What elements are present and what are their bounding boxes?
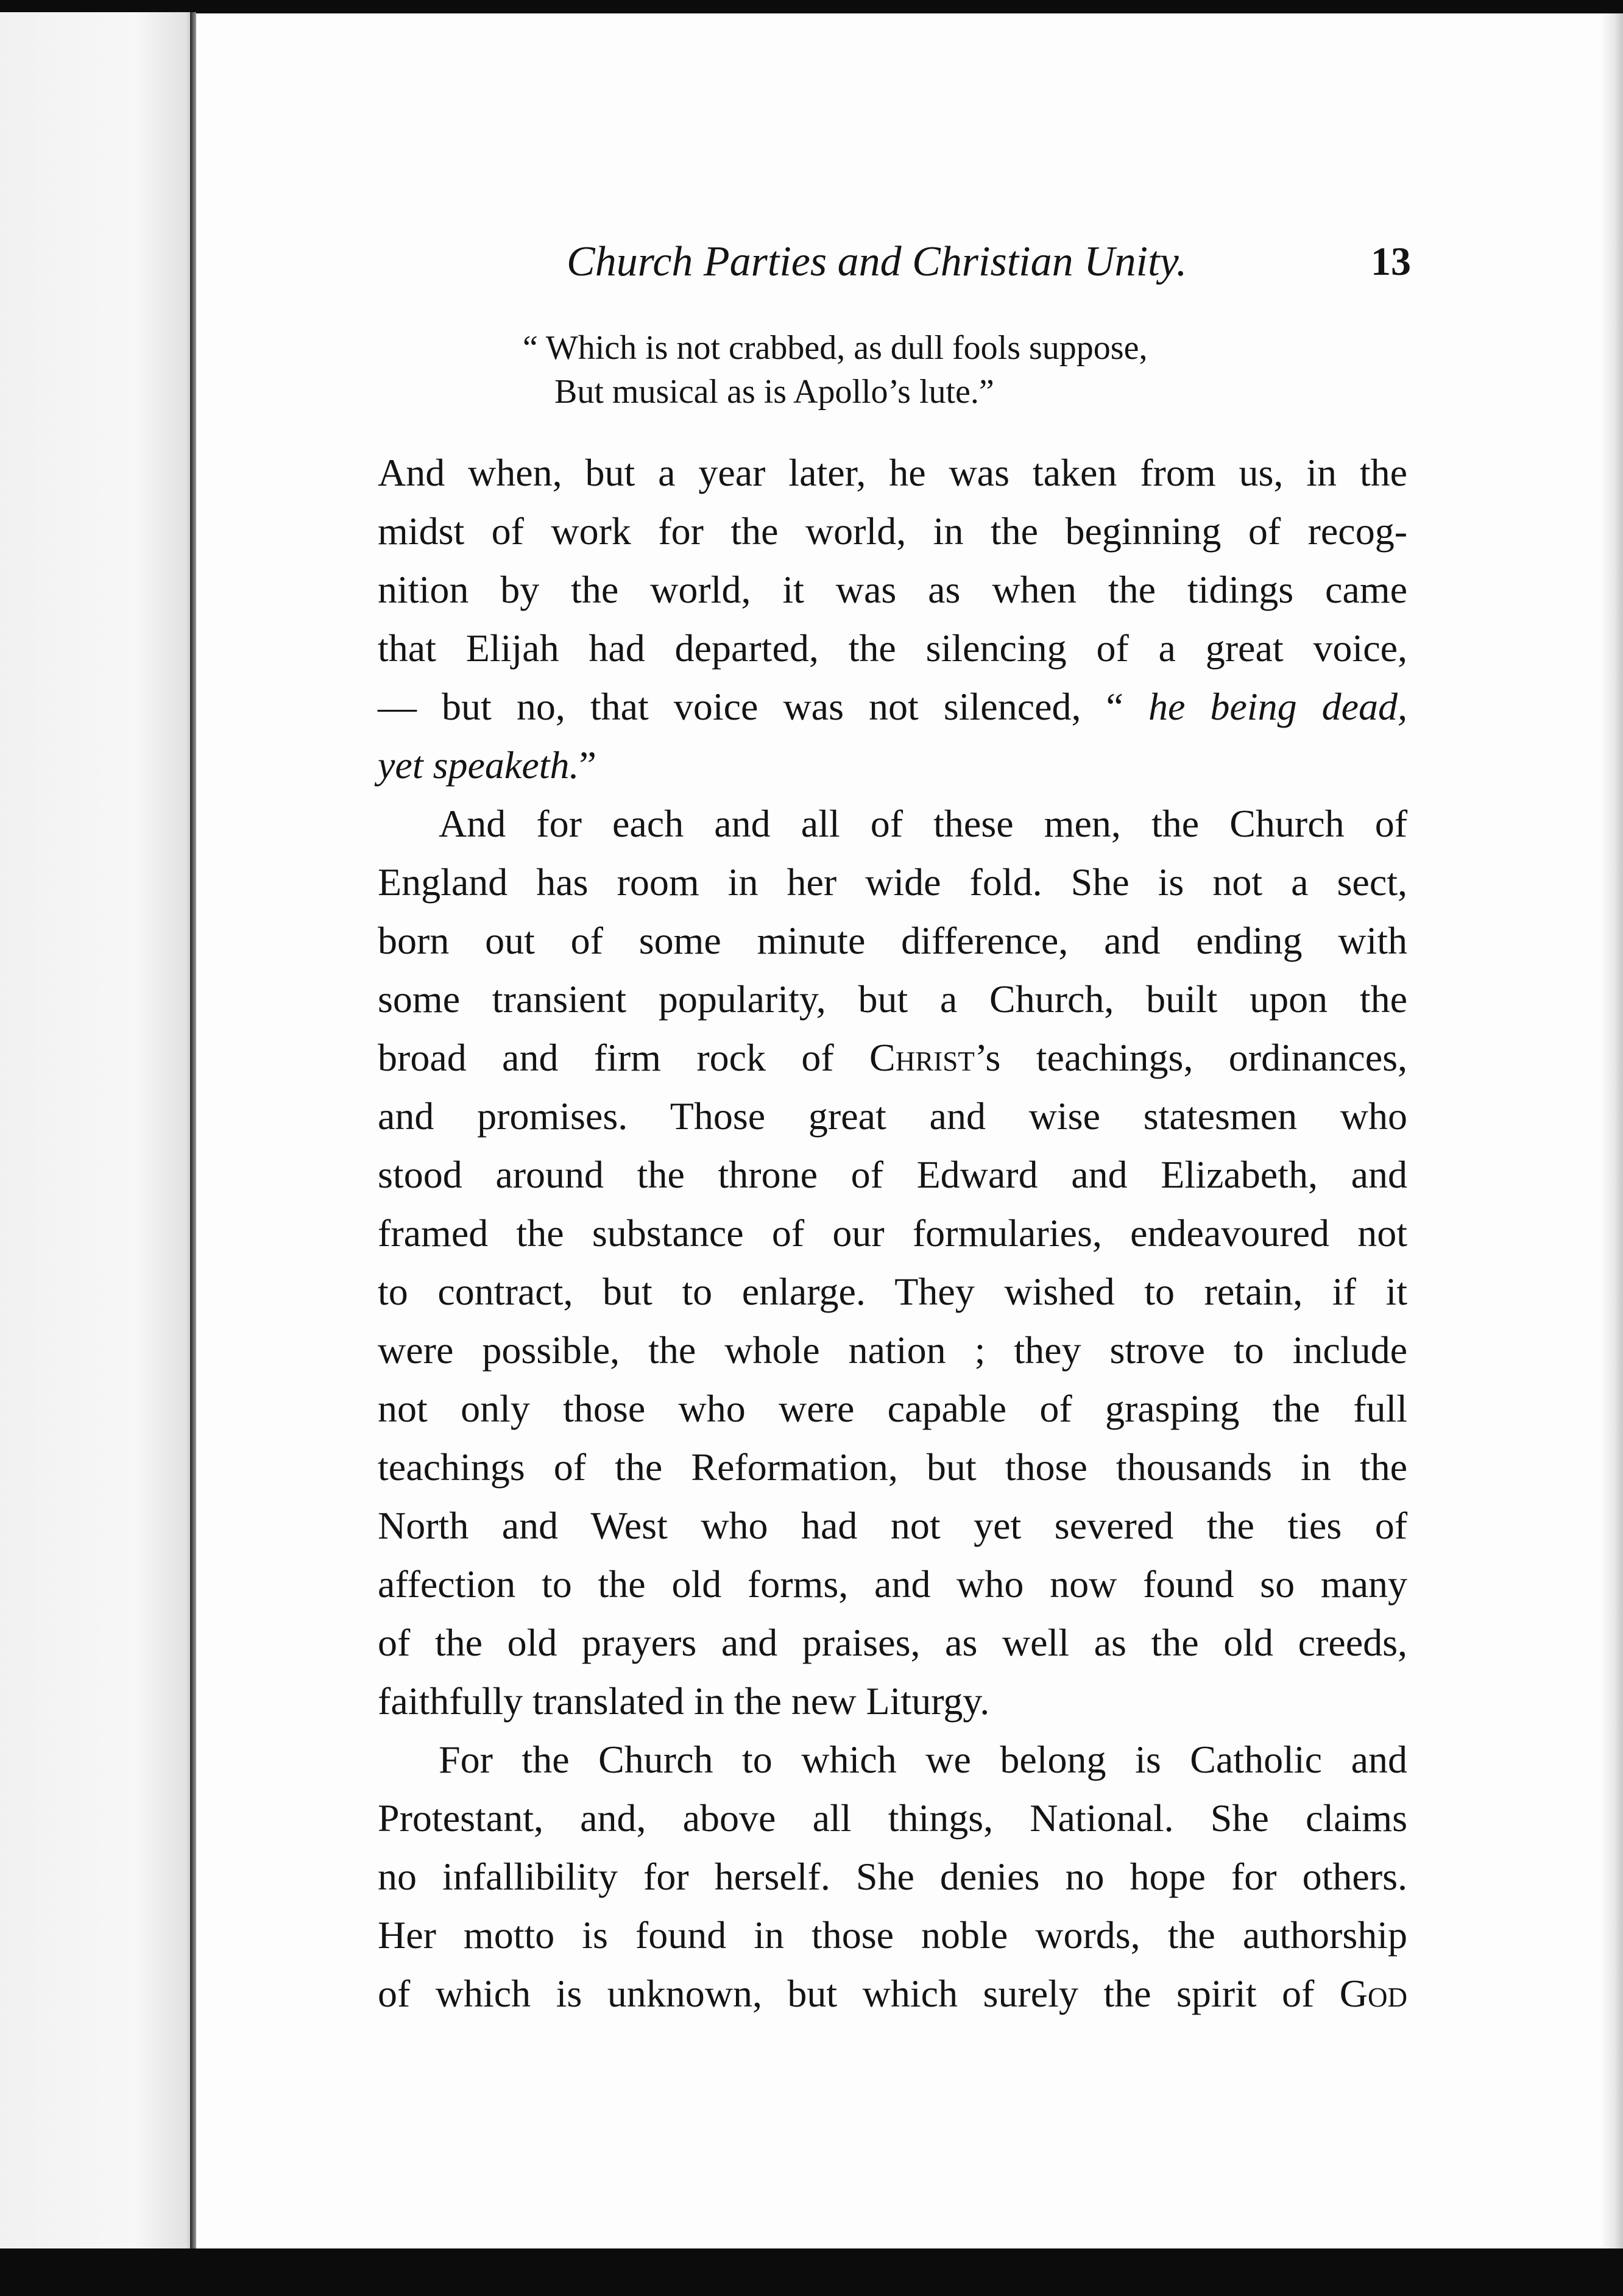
- paragraph-2-line: North and West who had not yet severed the ties of: [378, 1504, 1407, 1547]
- plain-text: broad and firm rock of: [378, 1036, 870, 1079]
- paragraph-3-line: Protestant, and, above all things, National. She claims: [378, 1796, 1407, 1840]
- paragraph-2-line: England has room in her wide fold. She is not a sect,: [378, 860, 1407, 904]
- paragraph-1-line: [378, 736, 1407, 795]
- plain-text: of which is unknown, but which surely the spirit of: [378, 1972, 1340, 2015]
- paragraph-2-line: stood around the throne of Edward and Elizabeth, and: [378, 1153, 1407, 1196]
- paragraph-2-line: faithfully translated in the new Liturgy.: [378, 1679, 990, 1723]
- paragraph-2-line: [378, 1029, 1407, 1087]
- paragraph-2-line: were possible, the whole nation ; they strove to include: [378, 1328, 1407, 1372]
- paragraph-1-line: that Elijah had departed, the silencing of a great voice,: [378, 626, 1407, 670]
- verse-quotation: [523, 326, 1327, 414]
- paragraph-3-line: Her motto is found in those noble words, the authorship: [378, 1913, 1407, 1957]
- italic-text: yet speaketh.: [378, 743, 579, 787]
- paragraph-2-line: framed the substance of our formularies, endeavoured not: [378, 1211, 1407, 1255]
- paragraph-1-line: And when, but a year later, he was taken from us, in the: [378, 451, 1407, 494]
- page-number: 13: [1371, 239, 1411, 284]
- paragraph-2-line: and promises. Those great and wise statesmen who: [378, 1094, 1407, 1138]
- left-page-edge: [0, 12, 194, 2255]
- small-caps-text: God: [1339, 1972, 1407, 2015]
- paragraph-1-line: nition by the world, it was as when the tidings came: [378, 568, 1407, 611]
- paragraph-2-line: And for each and all of these men, the Church of: [439, 802, 1407, 845]
- paragraph-1-line: midst of work for the world, in the beginning of recog-: [378, 509, 1407, 553]
- paragraph-2-line: teachings of the Reformation, but those thousands in the: [378, 1445, 1407, 1489]
- paragraph-2-line: to contract, but to enlarge. They wished to retain, if it: [378, 1270, 1407, 1313]
- small-caps-text: Christ: [869, 1036, 975, 1079]
- verse-line: But musical as is Apollo’s lute.”: [554, 373, 994, 411]
- page-gutter: [190, 12, 196, 2261]
- paragraph-1-line: [378, 678, 1407, 736]
- paragraph-2-line: born out of some minute difference, and ending with: [378, 919, 1407, 962]
- paragraph-3-line: no infallibility for herself. She denies no hope for others.: [378, 1855, 1407, 1898]
- plain-text: ”: [579, 743, 596, 787]
- paragraph-3-line: For the Church to which we belong is Catholic and: [439, 1738, 1407, 1781]
- plain-text: ’s teachings, ordinances,: [974, 1036, 1408, 1079]
- paragraph-2-line: not only those who were capable of grasping the full: [378, 1387, 1407, 1430]
- paragraph-2-line: of the old prayers and praises, as well as the old creeds,: [378, 1621, 1407, 1664]
- body-text: [378, 444, 1407, 2023]
- plain-text: — but no, that voice was not silenced, “: [378, 685, 1148, 728]
- italic-text: he being dead,: [1148, 685, 1408, 728]
- right-page-edge: [1602, 13, 1623, 2262]
- paragraph-3-line: [378, 1965, 1407, 2023]
- bottom-scan-border: [0, 2248, 1623, 2296]
- paragraph-2-line: some transient popularity, but a Church, built upon the: [378, 977, 1407, 1021]
- verse-line: “ Which is not crabbed, as dull fools suppose,: [523, 329, 1148, 367]
- running-head: Church Parties and Christian Unity.: [567, 238, 1187, 285]
- paragraph-2-line: affection to the old forms, and who now found so many: [378, 1562, 1407, 1606]
